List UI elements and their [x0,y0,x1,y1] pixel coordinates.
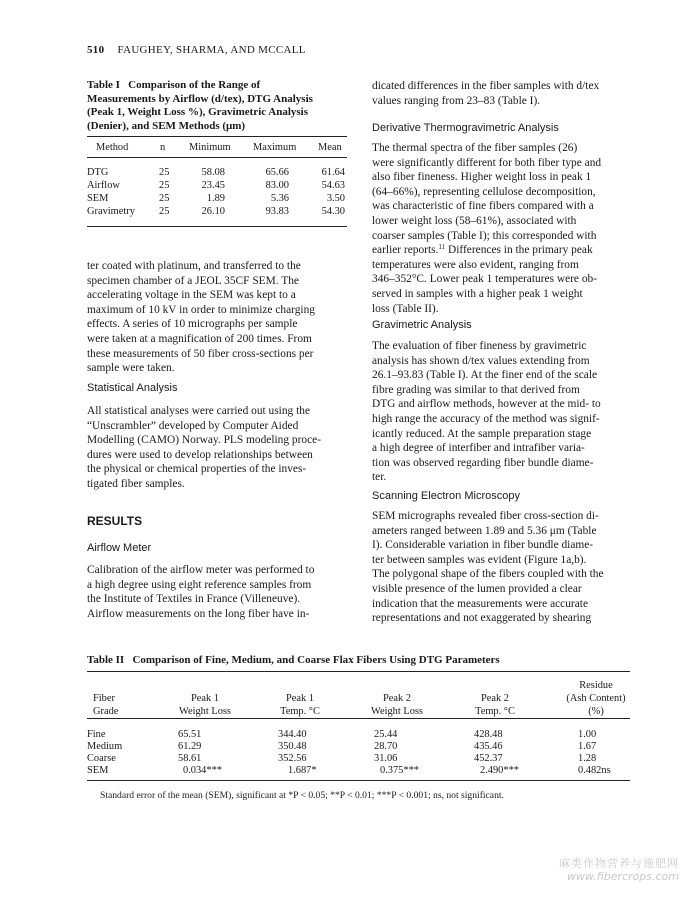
table1-cell: DTG [87,167,109,178]
table1-cell: 54.30 [321,206,345,217]
table2-cell: SEM [87,765,109,776]
table1-cell: 3.50 [326,193,345,204]
table2-caption-label: Table II [87,654,125,666]
table2-caption-text: Comparison of Fine, Medium, and Coarse Flax Fibers Using DTG Parameters [132,654,500,666]
table1-col-header: n [160,142,166,153]
table2-cell: Medium [87,741,123,752]
table2-footnote: Standard error of the mean (SEM), significant at *P < 0.05; **P < 0.01; ***P < 0.001; ns, not significant. [100,790,504,801]
citation-superscript: 11 [438,243,446,252]
table1-cell: 25 [159,206,170,217]
right-paragraph-dtg [372,141,631,316]
text-line: accelerating voltage in the SEM was kept to a [87,289,296,302]
section-heading-sem: Scanning Electron Microscopy [372,490,520,502]
text-line: All statistical analyses were carried out using the [87,405,310,417]
table2-cell: 350.48 [278,741,307,752]
text-line: “Unscrambler” developed by Computer Aided [87,419,299,432]
text-line: (64–66%), representing cellulose decomposition, [372,185,596,198]
text-line: 346–352°C. Lower peak 1 temperatures were ob- [372,273,598,286]
table1-cell: 54.63 [321,180,345,191]
table1-cell: 58.08 [201,167,225,178]
table2-cell: 61.29 [178,741,202,752]
table1-cell: 65.66 [265,167,289,178]
text-line: ter coated with platinum, and transferred to the [87,260,301,272]
table1-caption-line: (Peak 1, Weight Loss %), Gravimetric Analysis [87,106,309,119]
table1-col-header: Mean [318,142,342,153]
watermark [559,857,679,883]
table2-cell: 65.51 [178,729,202,740]
table2-cell: 28.70 [374,741,398,752]
table2-col-header: Peak 1 Weight Loss [179,693,231,717]
text-line: dures were used to develop relationships between [87,448,313,461]
table1-cell: 5.36 [270,193,289,204]
text-line: The thermal spectra of the fiber samples (26) [372,142,578,154]
text-line: The polygonal shape of the fibers coupled with the [372,568,604,581]
table1-caption-label: Table I [87,79,120,91]
table1-cell: 61.64 [321,167,345,178]
table2-col-header: Residue (Ash Content) (%) [566,680,626,717]
left-paragraph-statistics [87,404,346,492]
table2-cell: 352.56 [278,753,307,764]
page-number: 510 [87,44,105,56]
text-line: lower weight loss (58–61%), associated with [372,214,577,227]
text-line: I). Considerable variation in fiber bundle diame- [372,539,594,552]
table2-cell: 0.034*** [183,765,222,776]
table1-cell: 93.83 [265,206,289,217]
table2-top-rule [87,671,630,672]
text-line: loss (Table II). [372,302,439,315]
table2-col-header: Peak 1 Temp. °C [280,693,320,717]
table1-cell: Gravimetry [87,206,135,217]
table1-caption-line: (Denier), and SEM Methods (μm) [87,119,246,132]
text-line: icantly reduced. At the sample preparation stage [372,427,592,440]
text-line: was characteristic of fine fibers compared with a [372,200,594,213]
table1-header-rule [87,157,347,158]
table2-cell: 0.482ns [578,765,611,776]
table1-col-header: Minimum [189,142,231,153]
text-line: ameters ranged between 1.89 and 5.36 μm (Table [372,524,597,537]
table2-caption [87,654,647,668]
text-line: high range the accuracy of the method was signif- [372,412,600,425]
table2-cell: 58.61 [178,753,202,764]
table1-cell: 25 [159,193,170,204]
table2-cell: 452.37 [474,753,503,764]
table2-bottom-rule [87,780,630,781]
right-paragraph-sem [372,509,631,626]
table2-header-rule [87,718,630,719]
text-line: 26.1–93.83 (Table I). At the finer end of the scale [372,369,598,382]
table1-caption-line: Comparison of the Range of [128,79,261,91]
table1-cell: 25 [159,180,170,191]
right-paragraph-gravimetric [372,339,631,485]
text-line: The evaluation of fiber fineness by gravimetric [372,340,587,352]
table2-cell: 1.67 [578,741,597,752]
section-heading-dtg: Derivative Thermogravimetric Analysis [372,122,559,134]
text-line: representations and not exaggerated by shearing [372,612,592,625]
table1-cell: SEM [87,193,109,204]
table1-caption [87,79,349,133]
text-line: dicated differences in the fiber samples with d/tex [372,80,600,92]
left-paragraph-sem-prep [87,259,346,376]
table2-col-header: Peak 2 Weight Loss [371,693,423,717]
table2-cell: 1.28 [578,753,597,764]
table1-cell: 83.00 [265,180,289,191]
section-heading-statistical-analysis: Statistical Analysis [87,382,178,394]
text-line: analysis has shown d/tex values extending from [372,354,590,367]
text-line: tigated fiber samples. [87,477,185,490]
table1-col-header: Method [96,142,129,153]
table2-cell: 25.44 [374,729,398,740]
table2-cell: 31.06 [374,753,398,764]
text-line: maximum of 10 kV in order to minimize charging [87,303,315,316]
table1-cell: 1.89 [206,193,225,204]
text-line: ter. [372,471,387,484]
right-paragraph-airflow-cont [372,79,631,108]
text-line: values ranging from 23–83 (Table I). [372,94,541,107]
text-line: ter between samples was evident (Figure 1a,b). [372,553,587,566]
text-line: were significantly different for both fiber type and [372,156,602,169]
section-heading-gravimetric: Gravimetric Analysis [372,319,472,331]
table2-col-header: Peak 2 Temp. °C [475,693,515,717]
text-line: a high degree of interfiber and intrafiber varia- [372,442,585,455]
text-line: the physical or chemical properties of the inves- [87,463,307,476]
text-line: Calibration of the airflow meter was performed to [87,564,315,576]
text-line: Modelling (CAMO) Norway. PLS modeling proce- [87,434,322,447]
text-line: fibre grading was similar to that derived from [372,383,580,396]
text-line: Airflow measurements on the long fiber have in- [87,607,310,620]
table1-caption-line: Measurements by Airflow (d/tex), DTG Analysis [87,92,313,105]
text-line: effects. A series of 10 micrographs per sample [87,318,298,331]
section-heading-airflow-meter: Airflow Meter [87,542,152,554]
text-line: served in samples with a higher peak 1 weight [372,287,583,300]
text-line: tion was observed regarding fiber bundle diame- [372,456,594,469]
table1-col-header: Maximum [253,142,297,153]
text-line: specimen chamber of a JEOL 35CF SEM. The [87,274,299,287]
table1-cell: Airflow [87,180,120,191]
watermark-line: www.fibercrops.com [566,870,679,883]
table2-cell: 1.687* [288,765,317,776]
text-line: these measurements of 50 fiber cross-sections per [87,347,314,360]
table1-top-rule [87,136,347,137]
table2-cell: 2.490*** [480,765,519,776]
table2-cell: 428.48 [474,729,503,740]
left-paragraph-airflow [87,563,346,621]
table2-cell: 344.40 [278,729,307,740]
table1-cell: 25 [159,167,170,178]
table2-col-header: Fiber Grade [93,693,119,717]
section-heading-results: RESULTS [87,514,143,528]
text-line: DTG and airflow methods, however at the mid- to [372,398,601,411]
text-line: visible presence of the lumen provided a clear [372,582,582,595]
table2-cell: Fine [87,729,106,740]
text-line: earlier reports.$^{11}$ Differences in the primary peak [372,243,593,257]
watermark-line: 麻类作物营养与施肥网 [559,857,679,870]
running-authors: FAUGHEY, SHARMA, AND MCCALL [117,44,306,56]
table1-bottom-rule [87,226,347,227]
text-line: temperatures were also evident, ranging from [372,258,579,271]
table2-cell: 0.375*** [380,765,419,776]
text-line: sample were taken. [87,362,175,375]
table2-cell: 435.46 [474,741,503,752]
table2-cell: Coarse [87,753,116,764]
table1-cell: 23.45 [201,180,225,191]
text-line: were taken at a magnification of 200 times. From [87,332,312,345]
text-line: the Institute of Textiles in France (Villeneuve). [87,593,301,606]
text-line: SEM micrographs revealed fiber cross-section di- [372,510,599,522]
text-line: coarser samples (Table I); this corresponded with [372,229,597,242]
text-line: also fiber fineness. Higher weight loss in peak 1 [372,171,592,184]
text-line: a high degree using eight reference samples from [87,578,312,591]
text-line: indication that the measurements were accurate [372,597,589,610]
table1-cell: 26.10 [201,206,225,217]
running-header [87,44,306,56]
table2-cell: 1.00 [578,729,597,740]
